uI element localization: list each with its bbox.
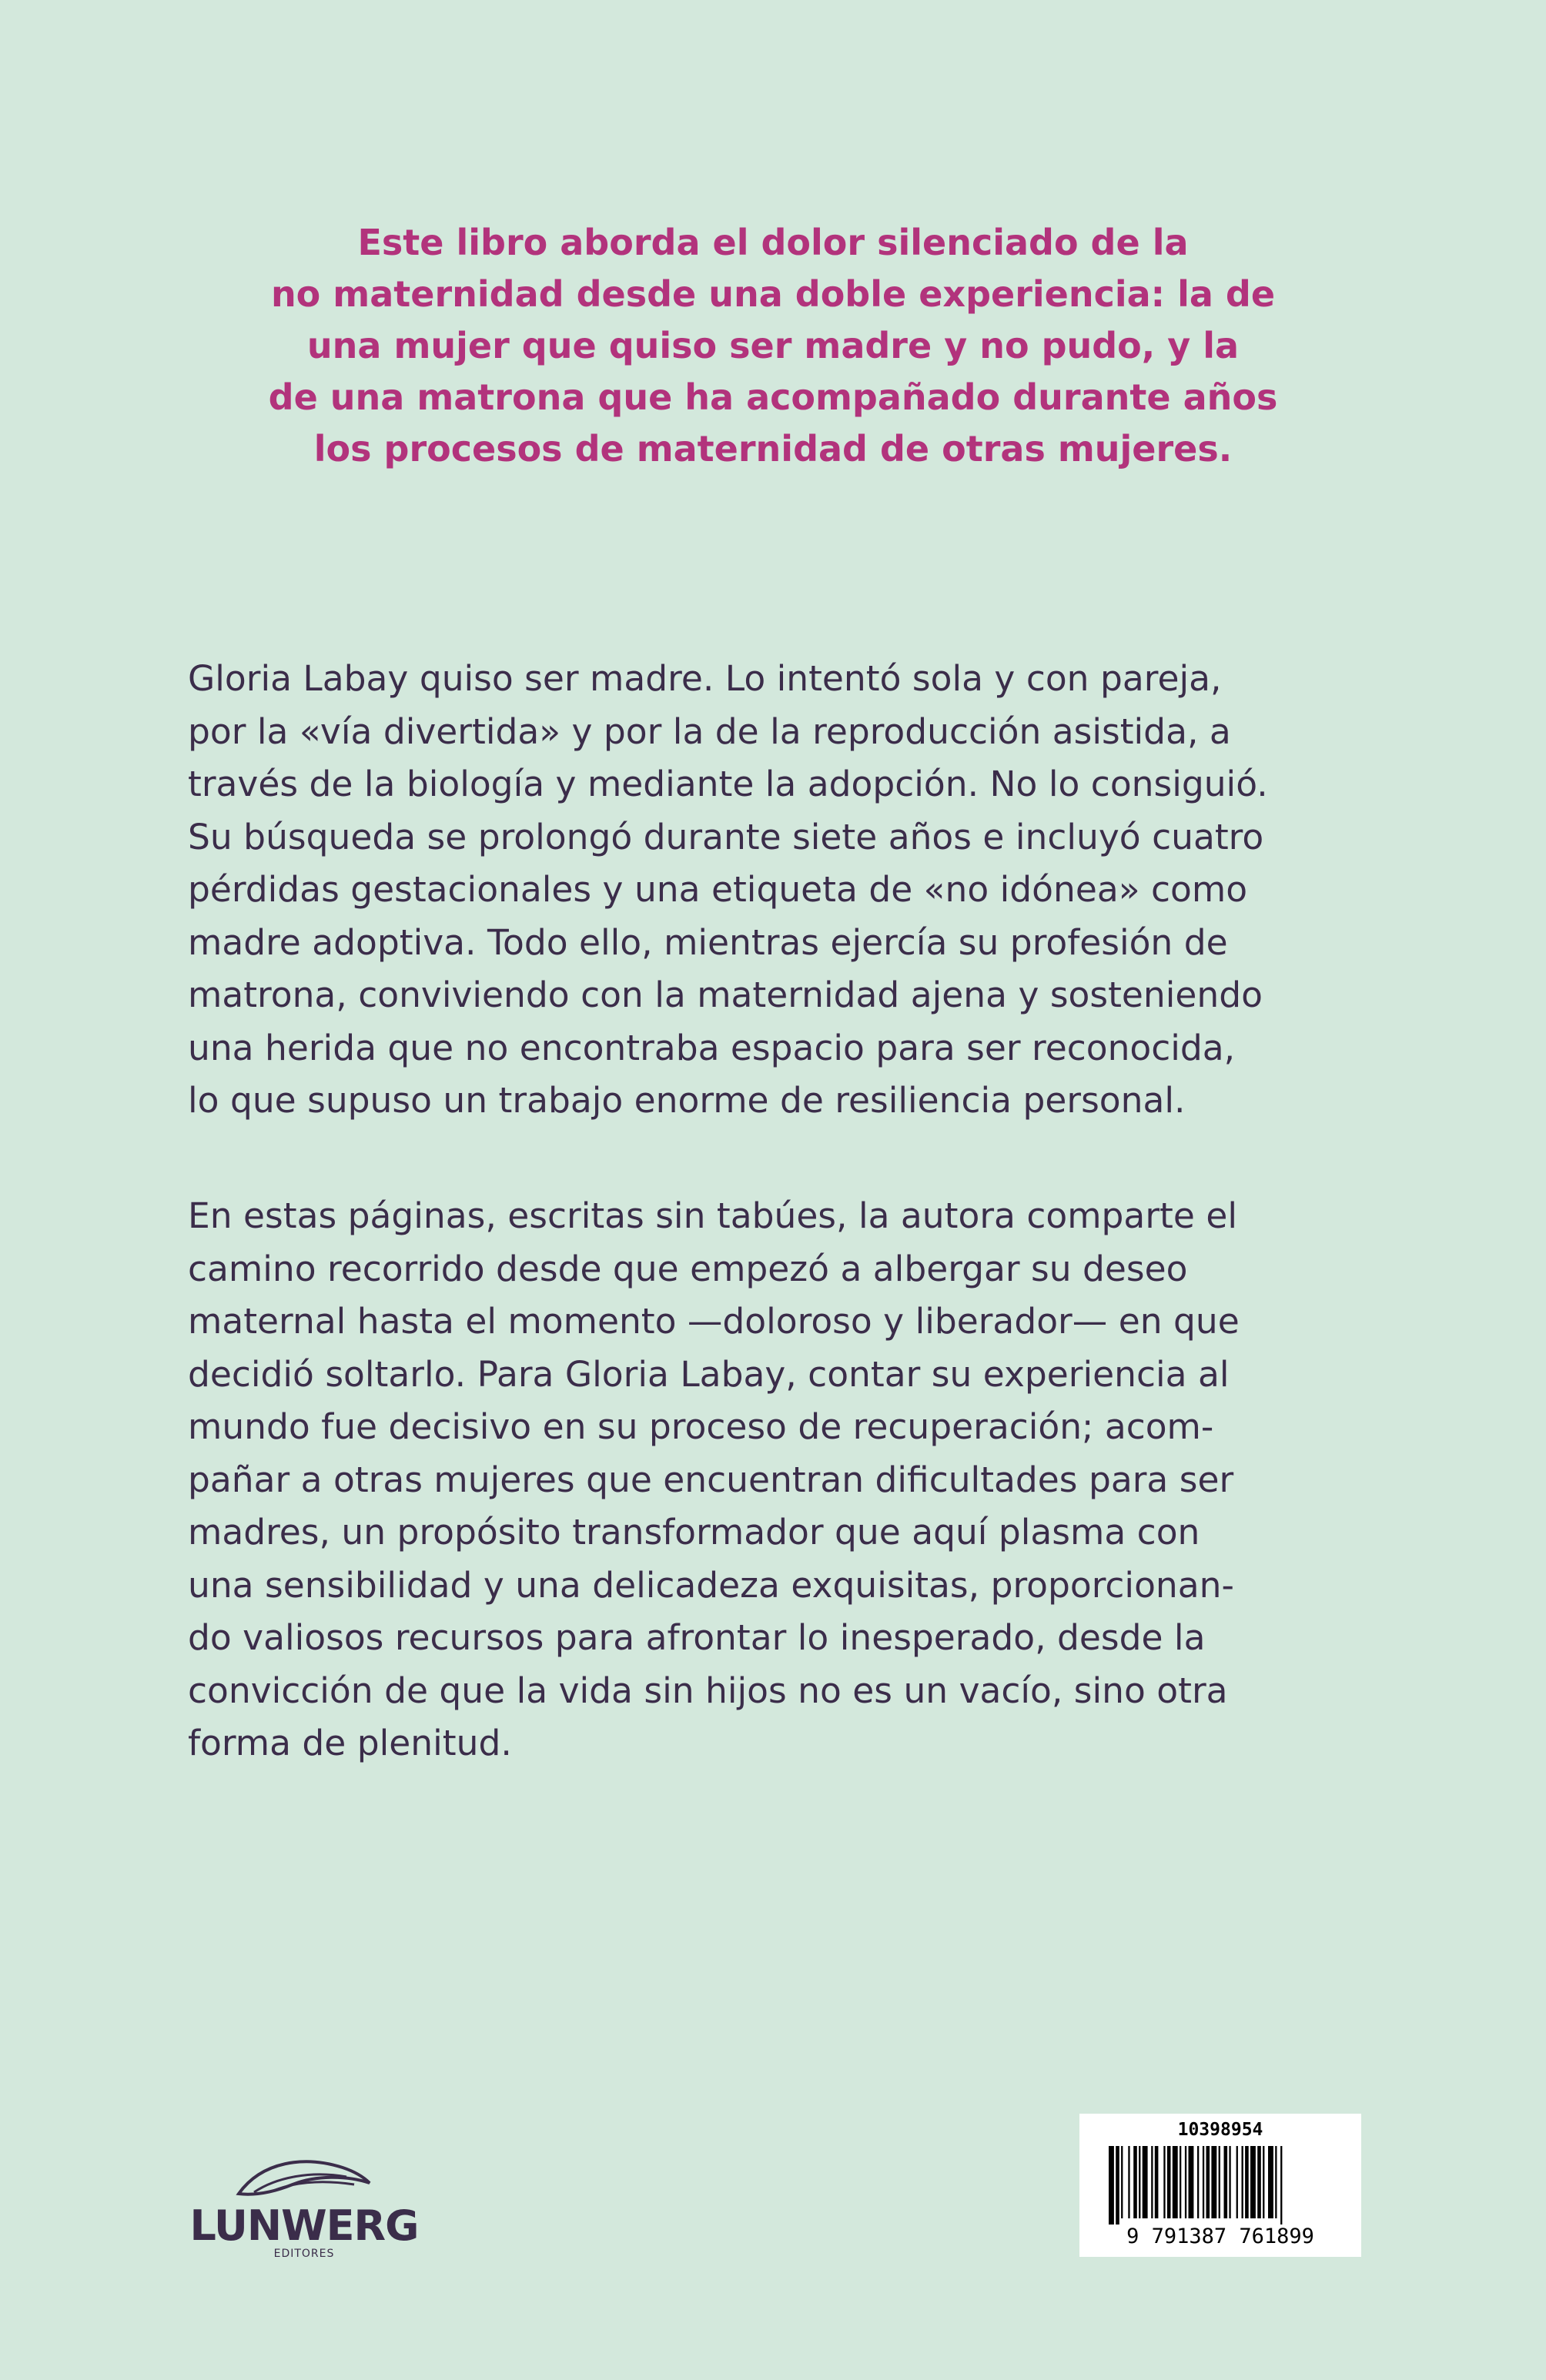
barcode-bar [1242, 2146, 1243, 2218]
text-line: través de la biología y mediante la adopción. No lo consiguió. [188, 764, 1268, 804]
publisher-logo [185, 2154, 423, 2263]
barcode-bar [1143, 2146, 1148, 2218]
body-paragraph-2 [188, 1190, 1366, 1770]
text-line: por la «vía divertida» y por la de la reproducción asistida, a [188, 710, 1231, 752]
barcode-bar [1263, 2146, 1264, 2218]
barcode-bar [1155, 2146, 1159, 2218]
text-line: do valiosos recursos para afrontar lo inesperado, desde la [188, 1617, 1206, 1658]
barcode-bar [1128, 2146, 1129, 2218]
barcode-code: 10398954 [1177, 2120, 1263, 2140]
barcode-bar [1173, 2146, 1178, 2218]
barcode-bar [1280, 2146, 1282, 2225]
text-line: una sensibilidad y una delicadeza exquisitas, proporcionan- [188, 1564, 1234, 1606]
barcode-bar [1197, 2146, 1199, 2218]
barcode-bar [1224, 2146, 1228, 2218]
barcode-bar [1268, 2146, 1273, 2218]
text-line: matrona, conviviendo con la maternidad ajena y sosteniendo [188, 974, 1263, 1015]
barcode-bar [1245, 2146, 1249, 2218]
barcode-bar [1211, 2146, 1216, 2218]
text-line: pérdidas gestacionales y una etiqueta de «no idónea» como [188, 869, 1248, 910]
barcode-bar [1180, 2146, 1181, 2218]
body-paragraph-1 [188, 653, 1366, 1128]
tagline-line: los procesos de maternidad de otras mujeres. [313, 428, 1233, 470]
text-line: una herida que no encontraba espacio para ser reconocida, [188, 1027, 1236, 1068]
barcode-isbn: 9 791387 761899 [1126, 2225, 1314, 2248]
tagline-line: de una matrona que ha acompañado durante años [268, 376, 1278, 418]
text-line: camino recorrido desde que empezó a albergar su deseo [188, 1248, 1188, 1289]
text-line: madre adoptiva. Todo ello, mientras ejercía su profesión de [188, 921, 1228, 963]
tagline-line: una mujer que quiso ser madre y no pudo, y la [306, 325, 1240, 366]
text-line: decidió soltarlo. Para Gloria Labay, contar su experiencia al [188, 1353, 1230, 1395]
publisher-name: LUNWERG [189, 2201, 419, 2250]
barcode-bar [1109, 2146, 1114, 2225]
text-line: Gloria Labay quiso ser madre. Lo intentó sola y con pareja, [188, 658, 1222, 699]
barcode-bar [1203, 2146, 1204, 2218]
barcode-bar [1139, 2146, 1140, 2218]
barcode-bars [1109, 2146, 1332, 2225]
wing-icon [231, 2154, 377, 2201]
tagline [115, 217, 1431, 475]
text-line: maternal hasta el momento —doloroso y liberador— en que [188, 1301, 1240, 1342]
text-line: lo que supuso un trabajo enorme de resiliencia personal. [188, 1080, 1186, 1121]
barcode-bar [1275, 2146, 1277, 2218]
barcode-bar [1116, 2146, 1119, 2225]
barcode-bar [1185, 2146, 1186, 2218]
barcode-bar [1121, 2146, 1123, 2218]
text-line: convicción de que la vida sin hijos no es un vacío, sino otra [188, 1670, 1228, 1711]
barcode-bar [1219, 2146, 1220, 2218]
barcode-bar [1151, 2146, 1153, 2218]
text-line: madres, un propósito transformador que aquí plasma con [188, 1512, 1200, 1553]
barcode-bar [1236, 2146, 1238, 2218]
barcode-bar [1229, 2146, 1230, 2218]
barcode-bar [1163, 2146, 1165, 2218]
text-line: pañar a otras mujeres que encuentran dificultades para ser [188, 1459, 1234, 1500]
barcode-bar [1206, 2146, 1210, 2218]
tagline-line: Este libro aborda el dolor silenciado de la [357, 222, 1189, 263]
text-line: Su búsqueda se prolongó durante siete años e incluyó cuatro [188, 816, 1264, 857]
barcode-bar [1133, 2146, 1137, 2218]
barcode-bar [1257, 2146, 1261, 2218]
barcode [1079, 2114, 1361, 2257]
text-line: mundo fue decisivo en su proceso de recuperación; acom- [188, 1406, 1214, 1447]
publisher-subtitle: EDITORES [273, 2248, 335, 2260]
barcode-bar [1189, 2146, 1194, 2218]
barcode-bar [1250, 2146, 1256, 2218]
tagline-line: no maternidad desde una doble experiencia: la de [270, 273, 1276, 315]
text-line: En estas páginas, escritas sin tabúes, la autora comparte el [188, 1195, 1237, 1236]
barcode-bar [1167, 2146, 1171, 2218]
text-line: forma de plenitud. [188, 1723, 512, 1763]
